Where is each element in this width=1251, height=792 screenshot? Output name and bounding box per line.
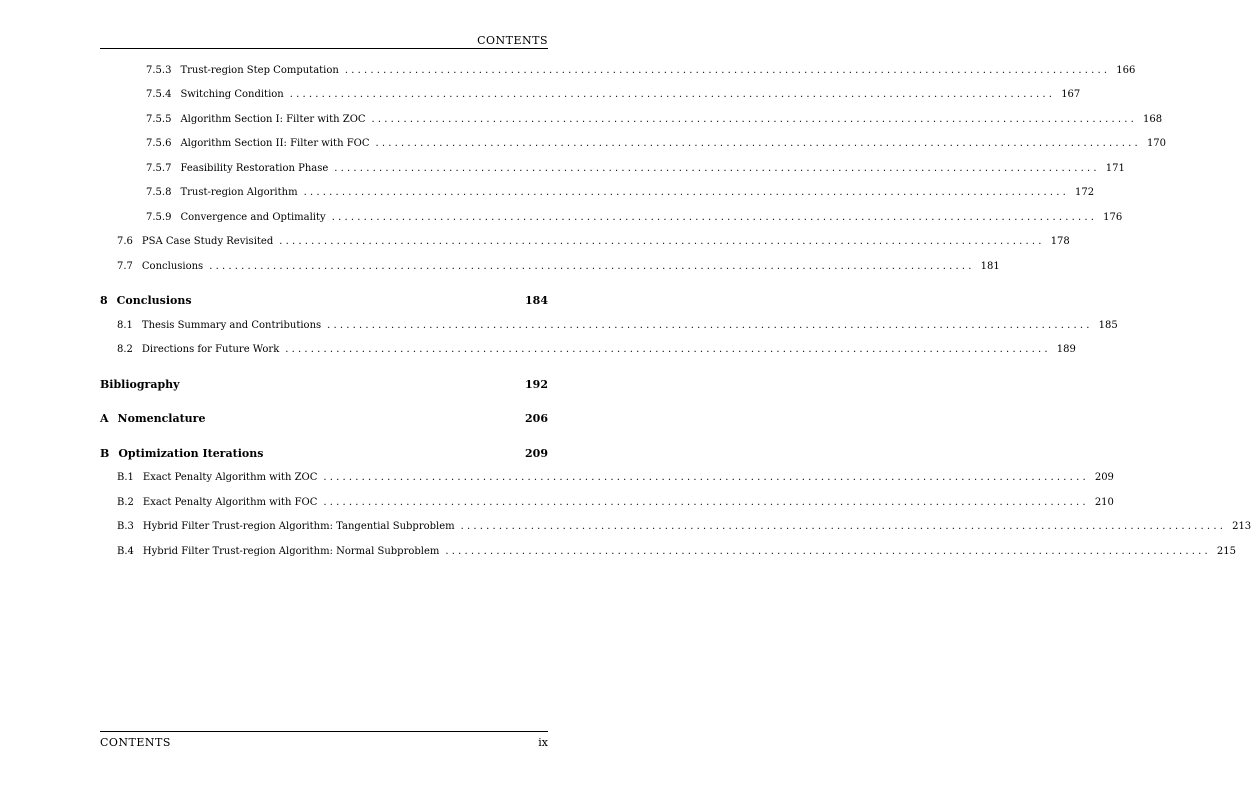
toc-leader-dots: ........................................................................................................................ <box>303 187 1070 199</box>
toc-leader-dots: ........................................................................................................................ <box>331 211 1098 223</box>
toc-leader-dots: ........................................................................................................................ <box>460 521 1227 533</box>
toc-entry-title: Feasibility Restoration Phase <box>180 162 329 174</box>
toc-section-entry[interactable] <box>100 230 1070 255</box>
toc-spacer <box>100 397 548 407</box>
toc-entry-page: 210 <box>1094 496 1114 508</box>
toc-chapter-entry[interactable] <box>100 441 548 466</box>
toc-entry-number: 7.5.5 <box>146 113 172 125</box>
toc-section-entry[interactable] <box>100 490 1114 515</box>
toc-entry-title: Directions for Future Work <box>141 344 280 356</box>
toc-entry-title: Algorithm Section II: Filter with FOC <box>180 138 370 150</box>
toc-entry-number: 7.7 <box>117 260 133 272</box>
toc-chapter-entry[interactable] <box>100 289 548 314</box>
toc-entry-number: 7.5.8 <box>146 187 172 199</box>
toc-entry-number: 7.5.7 <box>146 162 172 174</box>
toc-leader-dots: ........................................................................................................................ <box>285 344 1051 356</box>
toc-leader-dots: ........................................................................................................................ <box>323 496 1089 508</box>
footer-label: CONTENTS <box>100 736 171 749</box>
toc-entry-title: Trust-region Step Computation <box>180 64 339 76</box>
toc-leader-dots: ........................................................................................................................ <box>323 472 1089 484</box>
toc-leader-dots: ........................................................................................................................ <box>445 545 1211 557</box>
toc-entry-number: A <box>100 412 109 426</box>
toc-entry-number: 8.2 <box>117 344 133 356</box>
toc-entry-number: B.2 <box>117 496 134 508</box>
toc-entry-title: Convergence and Optimality <box>180 211 326 223</box>
toc-entry-number: 7.5.6 <box>146 138 172 150</box>
toc-entry-page: 192 <box>525 377 548 391</box>
toc-section-entry[interactable] <box>100 515 1251 540</box>
toc-entry-number: 8 <box>100 294 108 308</box>
toc-entry-page: 215 <box>1216 545 1236 557</box>
toc-entry-title: Hybrid Filter Trust-region Algorithm: Tangential Subproblem <box>142 521 455 533</box>
toc-entry-page: 184 <box>525 294 548 308</box>
toc-entry-page: 181 <box>980 260 1000 272</box>
toc-section-entry[interactable] <box>100 313 1118 338</box>
toc-entry-number: 7.6 <box>117 236 133 248</box>
toc-chapter-entry[interactable] <box>100 407 548 432</box>
toc-entry-number: B.3 <box>117 521 134 533</box>
toc-section-entry[interactable] <box>100 254 1000 279</box>
toc-entry-number: 7.5.3 <box>146 64 172 76</box>
toc-section-entry[interactable] <box>100 338 1076 363</box>
toc-entry-page: 213 <box>1232 521 1251 533</box>
toc-entry-page: 178 <box>1050 236 1070 248</box>
toc-leader-dots: ........................................................................................................................ <box>279 236 1045 248</box>
toc-entry-title: Conclusions <box>116 294 192 308</box>
toc-spacer <box>100 431 548 441</box>
toc-entry-title: Exact Penalty Algorithm with ZOC <box>142 472 318 484</box>
toc-section-entry[interactable] <box>100 466 1114 491</box>
toc-entry-number: 8.1 <box>117 319 133 331</box>
toc-entry-title: PSA Case Study Revisited <box>141 236 274 248</box>
toc-section-entry[interactable] <box>100 132 1167 157</box>
toc-leader-dots: ........................................................................................................................ <box>327 319 1093 331</box>
toc-entry-title: Algorithm Section I: Filter with ZOC <box>180 113 366 125</box>
toc-section-entry[interactable] <box>100 83 1081 108</box>
toc-section-entry[interactable] <box>100 205 1123 230</box>
toc-leader-dots: ........................................................................................................................ <box>371 113 1137 125</box>
toc-section-entry[interactable] <box>100 539 1236 564</box>
toc-entry-page: 209 <box>1094 472 1114 484</box>
toc-entry-title: Trust-region Algorithm <box>180 187 298 199</box>
toc-entry-title: Optimization Iterations <box>118 446 264 460</box>
toc-entry-title: Thesis Summary and Contributions <box>141 319 322 331</box>
toc-entry-number: 7.5.4 <box>146 89 172 101</box>
toc-entry-title: Conclusions <box>141 260 204 272</box>
toc-leader-dots: ........................................................................................................................ <box>334 162 1100 174</box>
toc-entry-page: 172 <box>1075 187 1095 199</box>
toc-entry-page: 209 <box>525 446 548 460</box>
table-of-contents <box>100 58 1251 564</box>
toc-spacer <box>100 279 548 289</box>
toc-entry-title: Switching Condition <box>180 89 284 101</box>
toc-entry-page: 206 <box>525 412 548 426</box>
toc-section-entry[interactable] <box>100 58 1136 83</box>
toc-entry-page: 176 <box>1103 211 1123 223</box>
toc-leader-dots: ........................................................................................................................ <box>209 260 975 272</box>
toc-entry-title: Exact Penalty Algorithm with FOC <box>142 496 318 508</box>
toc-section-entry[interactable] <box>100 107 1163 132</box>
toc-entry-title: Nomenclature <box>117 412 206 426</box>
toc-entry-page: 170 <box>1146 138 1167 150</box>
toc-entry-page: 185 <box>1098 319 1118 331</box>
toc-entry-page: 189 <box>1056 344 1076 356</box>
toc-leader-dots: ........................................................................................................................ <box>344 64 1111 76</box>
toc-entry-number: B <box>100 446 110 460</box>
toc-entry-title: Bibliography <box>100 377 180 391</box>
toc-spacer <box>100 362 548 372</box>
page-number: ix <box>538 736 548 749</box>
running-header: CONTENTS <box>477 34 548 47</box>
toc-entry-page: 166 <box>1116 64 1136 76</box>
toc-chapter-entry[interactable] <box>100 372 548 397</box>
toc-entry-number: B.1 <box>117 472 134 484</box>
toc-section-entry[interactable] <box>100 156 1125 181</box>
toc-section-entry[interactable] <box>100 181 1095 206</box>
toc-leader-dots: ........................................................................................................................ <box>375 138 1141 150</box>
header-rule <box>100 48 548 49</box>
toc-entry-page: 171 <box>1105 162 1125 174</box>
toc-entry-page: 167 <box>1061 89 1081 101</box>
toc-entry-page: 168 <box>1143 113 1163 125</box>
toc-leader-dots: ........................................................................................................................ <box>289 89 1056 101</box>
toc-entry-number: 7.5.9 <box>146 211 172 223</box>
toc-entry-number: B.4 <box>117 545 134 557</box>
footer-rule <box>100 731 548 732</box>
toc-entry-title: Hybrid Filter Trust-region Algorithm: Normal Subproblem <box>142 545 440 557</box>
